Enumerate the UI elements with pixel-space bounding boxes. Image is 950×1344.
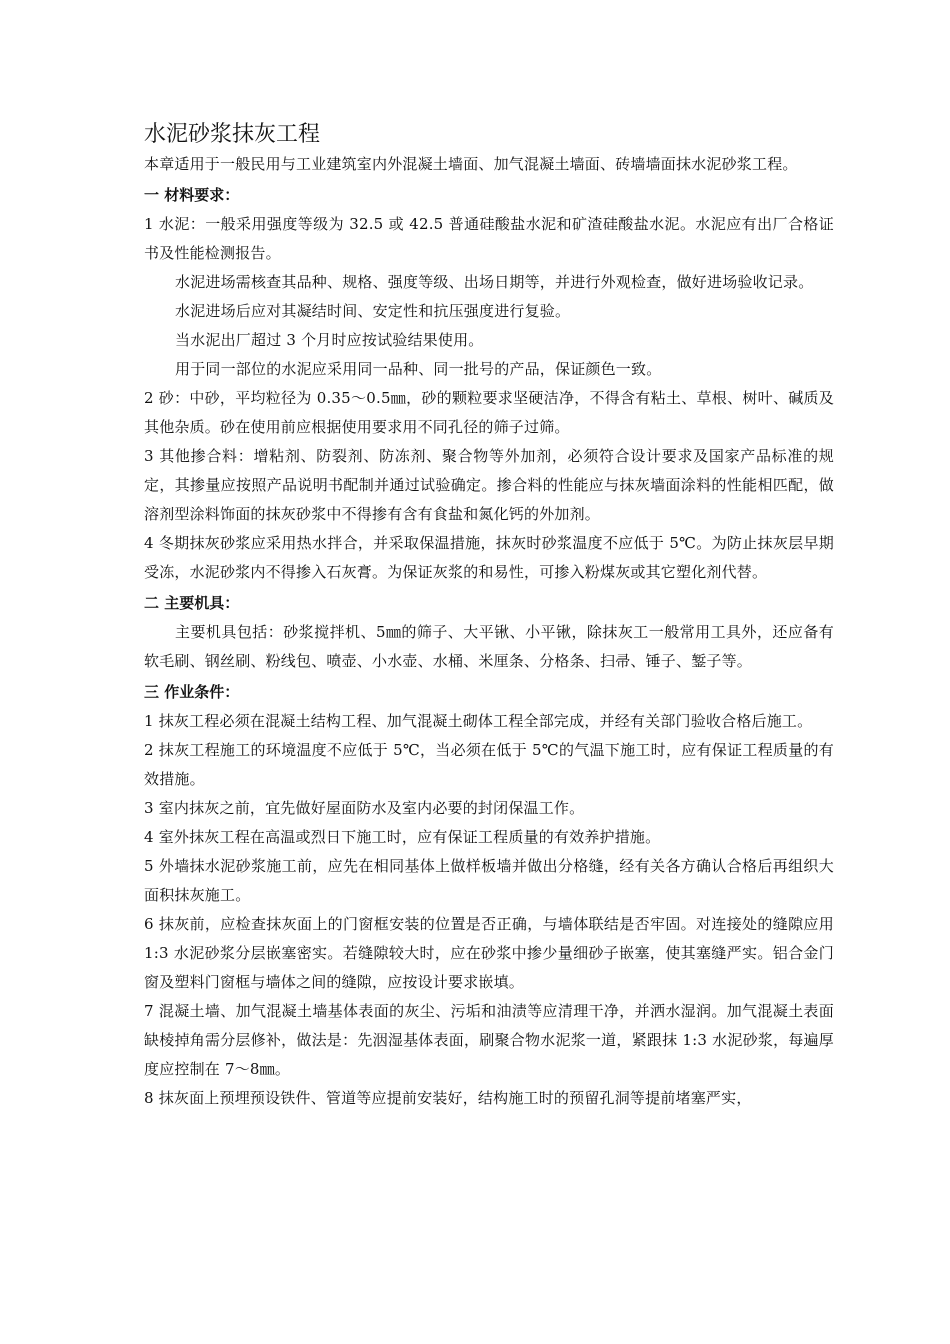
paragraph: 8 抹灰面上预埋预设铁件、管道等应提前安装好，结构施工时的预留孔洞等提前堵塞严实， xyxy=(144,1089,752,1107)
section-heading: 二 主要机具： xyxy=(144,594,240,612)
paragraph: 6 抹灰前，应检查抹灰面上的门窗框安装的位置是否正确，与墙体联结是否牢固。对连接处的缝隙应用 1:3 水泥砂浆分层嵌塞密实。若缝隙较大时，应在砂浆中掺少量细砂子嵌塞，使其塞缝严实。铝合金门窗及塑料门窗框与墙体之间的缝隙，应按设计要求嵌填。 xyxy=(144,915,834,991)
intro-paragraph: 本章适用于一般民用与工业建筑室内外混凝土墙面、加气混凝土墙面、砖墙墙面抹水泥砂浆工程。 xyxy=(144,155,798,173)
paragraph: 7 混凝土墙、加气混凝土墙基体表面的灰尘、污垢和油渍等应清理干净，并洒水湿润。加气混凝土表面缺棱掉角需分层修补，做法是：先洇湿基体表面，刷聚合物水泥浆一道，紧跟抹 1:3 水泥砂浆，每遍厚度应控制在 7～8㎜。 xyxy=(144,1002,834,1078)
paragraph: 1 抹灰工程必须在混凝土结构工程、加气混凝土砌体工程全部完成，并经有关部门验收合格后施工。 xyxy=(144,712,813,730)
paragraph: 用于同一部位的水泥应采用同一品种、同一批号的产品，保证颜色一致。 xyxy=(175,360,662,378)
paragraph: 主要机具包括：砂浆搅拌机、5㎜的筛子、大平锹、小平锹，除抹灰工一般常用工具外，还应备有软毛刷、钢丝刷、粉线包、喷壶、小水壶、水桶、米厘条、分格条、扫帚、锤子、錾子等。 xyxy=(144,623,834,670)
section-conditions xyxy=(144,678,834,1113)
section-heading: 一 材料要求： xyxy=(144,186,240,204)
paragraph: 3 其他掺合料：增粘剂、防裂剂、防冻剂、聚合物等外加剂，必须符合设计要求及国家产品标准的规定，其掺量应按照产品说明书配制并通过试验确定。掺合料的性能应与抹灰墙面涂料的性能相匹配，做溶剂型涂料饰面的抹灰砂浆中不得掺有含有食盐和氮化钙的外加剂。 xyxy=(144,447,834,523)
paragraph: 当水泥出厂超过 3 个月时应按试验结果使用。 xyxy=(175,331,484,349)
section-heading: 三 作业条件： xyxy=(144,683,240,701)
paragraph: 水泥进场后应对其凝结时间、安定性和抗压强度进行复验。 xyxy=(175,302,571,320)
paragraph: 2 砂：中砂，平均粒径为 0.35～0.5㎜，砂的颗粒要求坚硬洁净，不得含有粘土、草根、树叶、碱质及其他杂质。砂在使用前应根据使用要求用不同孔径的筛子过筛。 xyxy=(144,389,834,436)
paragraph: 4 冬期抹灰砂浆应采用热水拌合，并采取保温措施，抹灰时砂浆温度不应低于 5℃。为防止抹灰层早期受冻，水泥砂浆内不得掺入石灰膏。为保证灰浆的和易性，可掺入粉煤灰或其它塑化剂代替。 xyxy=(144,534,834,581)
section-materials xyxy=(144,181,834,587)
paragraph: 5 外墙抹水泥砂浆施工前，应先在相同基体上做样板墙并做出分格缝，经有关各方确认合格后再组织大面积抹灰施工。 xyxy=(144,857,834,904)
document-page xyxy=(144,120,834,1113)
paragraph: 4 室外抹灰工程在高温或烈日下施工时，应有保证工程质量的有效养护措施。 xyxy=(144,828,661,846)
paragraph: 3 室内抹灰之前，宜先做好屋面防水及室内必要的封闭保温工作。 xyxy=(144,799,585,817)
paragraph: 水泥进场需核查其品种、规格、强度等级、出场日期等，并进行外观检查，做好进场验收记录。 xyxy=(175,273,814,291)
paragraph: 2 抹灰工程施工的环境温度不应低于 5℃，当必须在低于 5℃的气温下施工时，应有保证工程质量的有效措施。 xyxy=(144,741,834,788)
section-tools xyxy=(144,589,834,676)
document-title: 水泥砂浆抹灰工程 xyxy=(144,122,321,147)
paragraph: 1 水泥：一般采用强度等级为 32.5 或 42.5 普通硅酸盐水泥和矿渣硅酸盐水泥。水泥应有出厂合格证书及性能检测报告。 xyxy=(144,215,834,262)
